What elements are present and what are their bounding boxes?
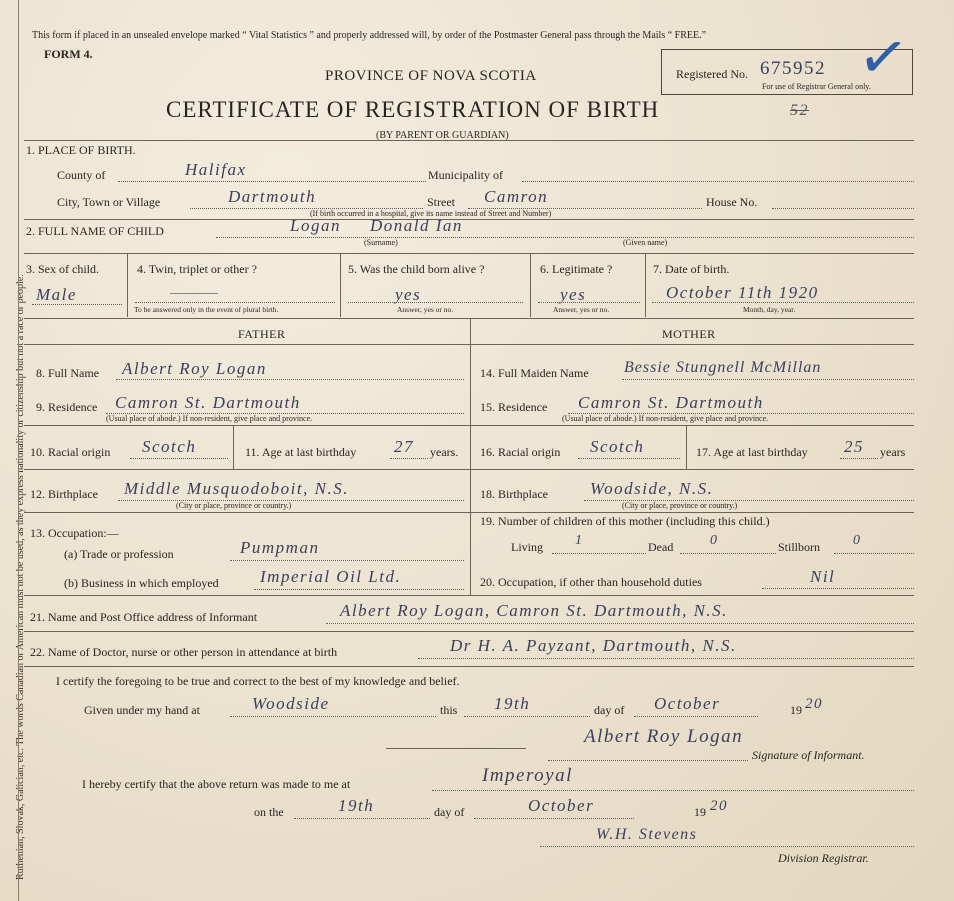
registrar-label: Division Registrar. (778, 851, 869, 865)
doctor-value: Dr H. A. Payzant, Dartmouth, N.S. (450, 636, 737, 655)
father-residence-label: 9. Residence (36, 400, 98, 414)
alive-value: yes (395, 285, 422, 304)
legitimate-value: yes (560, 285, 587, 304)
year-value: 20 (805, 696, 823, 712)
mother-birthplace-label: 18. Birthplace (480, 487, 548, 501)
father-residence-note: (Usual place of abode.) If non-resident, give place and province. (106, 414, 313, 423)
mother-residence-value: Camron St. Dartmouth (578, 393, 764, 412)
check-mark-icon: ✓ (853, 19, 913, 97)
this-label: this (440, 703, 458, 717)
hospital-note: (If birth occurred in a hospital, give its name instead of Street and Number) (310, 209, 552, 218)
father-age-value: 27 (394, 437, 414, 456)
trade-value: Pumpman (240, 538, 320, 557)
mother-birthplace-note: (City or place, province or country.) (622, 501, 738, 510)
sex-label: 3. Sex of child. (26, 262, 99, 276)
legitimate-label: 6. Legitimate ? (540, 262, 613, 276)
return-place: Imperoyal (482, 765, 573, 786)
dead-label: Dead (648, 540, 674, 554)
mother-name-value: Bessie Stungnell McMillan (624, 359, 822, 376)
living-value: 1 (575, 533, 584, 548)
children-count-label: 19. Number of children of this mother (including this child.) (480, 514, 770, 528)
alive-label: 5. Was the child born alive ? (348, 262, 485, 276)
dead-value: 0 (710, 533, 719, 548)
on-the-label: on the (254, 805, 284, 819)
living-label: Living (511, 540, 543, 554)
year2-prefix: 19 (694, 805, 706, 819)
form-number: FORM 4. (44, 47, 93, 61)
registered-label: Registered No. (676, 67, 748, 81)
city-value: Dartmouth (228, 187, 317, 206)
postal-notice: This form if placed in an unsealed envelope marked “ Vital Statistics ” and properly addressed will, by order of the Postmaster General pass through the Mails “ FREE.” (32, 30, 707, 41)
stillborn-label: Stillborn (778, 540, 821, 554)
father-name-label: 8. Full Name (36, 366, 99, 380)
registrar-signature: W.H. Stevens (596, 826, 698, 843)
street-label: Street (427, 195, 455, 209)
father-residence-value: Camron St. Dartmouth (115, 393, 301, 412)
twin-value: ———— (170, 285, 218, 299)
father-years: years. (430, 445, 459, 459)
given-label: Given under my hand at (84, 703, 200, 717)
mother-race-label: 16. Racial origin (480, 445, 561, 459)
document-subtitle: (BY PARENT OR GUARDIAN) (376, 130, 509, 141)
father-age-label: 11. Age at last birthday (245, 445, 357, 459)
trade-label: (a) Trade or profession (64, 547, 174, 561)
father-mother-divider (470, 318, 471, 595)
business-label: (b) Business in which employed (64, 576, 219, 590)
registrar-use-note: For use of Registrar General only. (762, 82, 871, 91)
father-heading: FATHER (238, 327, 286, 341)
registered-number: 675952 (760, 58, 826, 79)
county-value: Halifax (185, 160, 247, 179)
sex-value: Male (36, 285, 77, 304)
date-label: 7. Date of birth. (653, 262, 730, 276)
twin-label: 4. Twin, triplet or other ? (137, 262, 257, 276)
sidebar-text: Ruthenian, Slovak, Galician, etc. The words Canadian or American must not be used, as they express nationality or citizenship but not a race or people. (15, 274, 26, 880)
province-heading: PROVINCE OF NOVA SCOTIA (325, 68, 537, 84)
occupation-label: 13. Occupation:— (30, 526, 119, 540)
surname-caption: (Surname) (364, 238, 398, 247)
this-value: 19th (494, 694, 531, 713)
child-name-label: 2. FULL NAME OF CHILD (26, 224, 164, 238)
mother-race-value: Scotch (590, 437, 645, 456)
certify-statement: I certify the foregoing to be true and correct to the best of my knowledge and belief. (56, 674, 460, 688)
business-value: Imperial Oil Ltd. (260, 567, 402, 586)
place-section-heading: 1. PLACE OF BIRTH. (26, 143, 136, 157)
month2-value: October (528, 796, 595, 815)
house-label: House No. (706, 195, 758, 209)
day-of2-label: day of (434, 805, 465, 819)
given-place: Woodside (252, 694, 330, 713)
street-value: Camron (484, 187, 549, 206)
signature-label: Signature of Informant. (752, 748, 865, 762)
mother-name-label: 14. Full Maiden Name (480, 366, 589, 380)
alive-note: Answer, yes or no. (397, 305, 454, 314)
mother-heading: MOTHER (662, 327, 716, 341)
father-race-value: Scotch (142, 437, 197, 456)
informant-signature: Albert Roy Logan (584, 726, 744, 747)
child-given-name: Donald Ian (370, 216, 463, 235)
date-value: October 11th 1920 (666, 283, 819, 302)
informant-label: 21. Name and Post Office address of Informant (30, 610, 258, 624)
left-margin-rule (18, 0, 19, 901)
father-birthplace-label: 12. Birthplace (30, 487, 98, 501)
legitimate-note: Answer, yes or no. (553, 305, 610, 314)
mother-birthplace-value: Woodside, N.S. (590, 479, 714, 498)
date-note: Month, day, year. (743, 305, 796, 314)
father-birthplace-note: (City or place, province or country.) (176, 501, 292, 510)
father-birthplace-value: Middle Musquodoboit, N.S. (124, 479, 349, 498)
struck-number: 52 (790, 102, 809, 119)
informant-value: Albert Roy Logan, Camron St. Dartmouth, N.S. (340, 601, 728, 620)
mother-years: years (880, 445, 906, 459)
municipality-label: Municipality of (428, 168, 503, 182)
given-caption: (Given name) (623, 238, 668, 247)
rule-top (24, 140, 914, 141)
doctor-label: 22. Name of Doctor, nurse or other person in attendance at birth (30, 645, 338, 659)
mother-age-value: 25 (844, 437, 864, 456)
mother-residence-note: (Usual place of abode.) If non-resident, give place and province. (562, 414, 769, 423)
return-label: I hereby certify that the above return was made to me at (82, 777, 351, 791)
city-label: City, Town or Village (57, 195, 161, 209)
father-race-label: 10. Racial origin (30, 445, 111, 459)
child-surname: Logan (290, 216, 341, 235)
on-the-value: 19th (338, 796, 375, 815)
twin-note: To be answered only in the event of plural birth. (134, 305, 279, 314)
mother-occupation-label: 20. Occupation, if other than household duties (480, 575, 702, 589)
county-label: County of (57, 168, 106, 182)
day-of-label: day of (594, 703, 625, 717)
sidebar-note (4, 20, 26, 880)
mother-occupation-value: Nil (810, 567, 836, 586)
stillborn-value: 0 (853, 533, 862, 548)
father-name-value: Albert Roy Logan (122, 359, 267, 378)
document-title: CERTIFICATE OF REGISTRATION OF BIRTH (166, 97, 660, 122)
month-value: October (654, 694, 721, 713)
year2-value: 20 (710, 798, 728, 814)
year-prefix: 19 (790, 703, 802, 717)
mother-residence-label: 15. Residence (480, 400, 548, 414)
mother-age-label: 17. Age at last birthday (696, 445, 808, 459)
